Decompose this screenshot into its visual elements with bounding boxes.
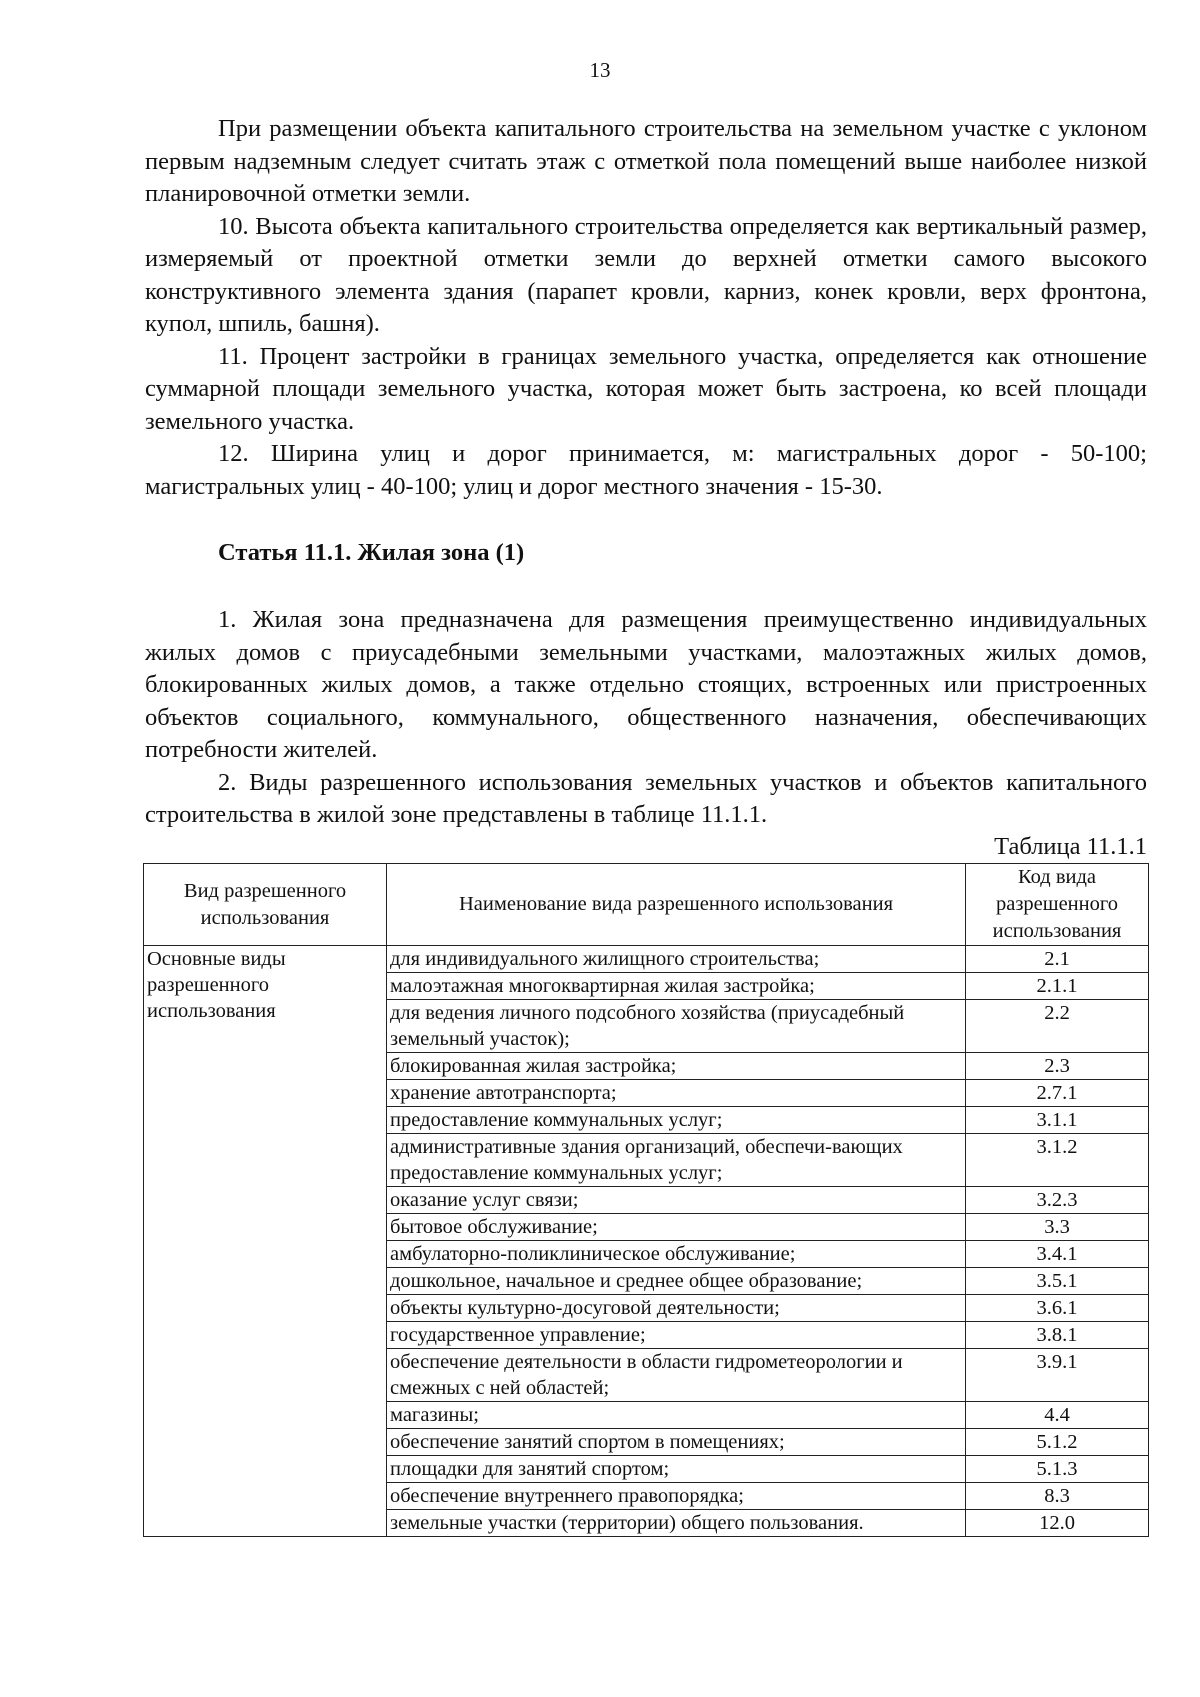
use-code-cell: 12.0 xyxy=(966,1510,1149,1537)
table-body xyxy=(144,946,1149,1537)
paragraph: 1. Жилая зона предназначена для размещения преимущественно индивидуальных жилых домов с приусадебными земельными участками, малоэтажных жилых домов, блокированных жилых домов, а также отдельно стоящих, встроенных или пристроенных объектов социального, коммунального, общественного назначения, обеспечивающих потребности жителей. xyxy=(145,606,1147,763)
use-code-cell: 4.4 xyxy=(966,1402,1149,1429)
use-name-cell: амбулаторно-поликлиническое обслуживание; xyxy=(387,1241,966,1268)
header-use-code: Код вида разрешенного использования xyxy=(966,864,1149,946)
use-code-cell: 3.2.3 xyxy=(966,1187,1149,1214)
use-name-cell: площадки для занятий спортом; xyxy=(387,1456,966,1483)
article-text xyxy=(145,604,1147,832)
use-code-cell: 2.1.1 xyxy=(966,973,1149,1000)
use-code-cell: 5.1.3 xyxy=(966,1456,1149,1483)
use-name-cell: административные здания организаций, обеспечи-вающих предоставление коммунальных услуг; xyxy=(387,1134,966,1187)
use-name-cell: обеспечение деятельности в области гидрометеорологии и смежных с ней областей; xyxy=(387,1349,966,1402)
use-code-cell: 3.8.1 xyxy=(966,1322,1149,1349)
use-name-cell: оказание услуг связи; xyxy=(387,1187,966,1214)
use-name-cell: хранение автотранспорта; xyxy=(387,1080,966,1107)
header-use-name: Наименование вида разрешенного использования xyxy=(387,864,966,946)
use-name-cell: государственное управление; xyxy=(387,1322,966,1349)
use-code-cell: 8.3 xyxy=(966,1483,1149,1510)
header-use-type: Вид разрешенного использования xyxy=(144,864,387,946)
use-code-cell: 3.9.1 xyxy=(966,1349,1149,1402)
use-code-cell: 2.7.1 xyxy=(966,1080,1149,1107)
paragraph: При размещении объекта капитального строительства на земельном участке с уклоном первым надземным следует считать этаж с отметкой пола помещений выше наиболее низкой планировочной отметки земли. xyxy=(145,115,1147,207)
table-caption: Таблица 11.1.1 xyxy=(994,833,1147,860)
use-name-cell: дошкольное, начальное и среднее общее образование; xyxy=(387,1268,966,1295)
use-code-cell: 3.3 xyxy=(966,1214,1149,1241)
page-number: 13 xyxy=(589,58,611,82)
use-name-cell: для ведения личного подсобного хозяйства (приусадебный земельный участок); xyxy=(387,1000,966,1053)
use-name-cell: магазины; xyxy=(387,1402,966,1429)
paragraph: 12. Ширина улиц и дорог принимается, м: магистральных дорог - 50-100; магистральных улиц - 40-100; улиц и дорог местного значения - 15-30. xyxy=(145,440,1147,500)
use-name-cell: предоставление коммунальных услуг; xyxy=(387,1107,966,1134)
use-code-cell: 3.1.2 xyxy=(966,1134,1149,1187)
use-code-cell: 3.6.1 xyxy=(966,1295,1149,1322)
table-row xyxy=(144,946,1149,973)
use-name-cell: земельные участки (территории) общего пользования. xyxy=(387,1510,966,1537)
use-code-cell: 3.1.1 xyxy=(966,1107,1149,1134)
paragraph: 10. Высота объекта капитального строительства определяется как вертикальный размер, измеряемый от проектной отметки земли до верхней отметки самого высокого конструктивного элемента здания (парапет кровли, карниз, конек кровли, верх фронтона, купол, шпиль, башня). xyxy=(145,212,1147,337)
table-header-row xyxy=(144,864,1149,946)
land-use-table xyxy=(143,863,1149,1537)
use-code-cell: 2.1 xyxy=(966,946,1149,973)
group-label: Основные виды разрешенного использования xyxy=(144,946,387,1537)
use-name-cell: блокированная жилая застройка; xyxy=(387,1053,966,1080)
paragraph: 11. Процент застройки в границах земельного участка, определяется как отношение суммарной площади земельного участка, которая может быть застроена, ко всей площади земельного участка. xyxy=(145,342,1147,435)
use-code-cell: 3.4.1 xyxy=(966,1241,1149,1268)
use-code-cell: 2.2 xyxy=(966,1000,1149,1053)
use-name-cell: бытовое обслуживание; xyxy=(387,1214,966,1241)
use-code-cell: 3.5.1 xyxy=(966,1268,1149,1295)
use-name-cell: объекты культурно-досуговой деятельности; xyxy=(387,1295,966,1322)
use-name-cell: для индивидуального жилищного строительства; xyxy=(387,946,966,973)
paragraph: 2. Виды разрешенного использования земельных участков и объектов капитального строительства в жилой зоне представлены в таблице 11.1.1. xyxy=(145,768,1147,828)
use-name-cell: обеспечение занятий спортом в помещениях; xyxy=(387,1429,966,1456)
intro-text xyxy=(145,113,1147,503)
use-code-cell: 5.1.2 xyxy=(966,1429,1149,1456)
article-heading: Статья 11.1. Жилая зона (1) xyxy=(218,539,525,566)
use-code-cell: 2.3 xyxy=(966,1053,1149,1080)
use-name-cell: обеспечение внутреннего правопорядка; xyxy=(387,1483,966,1510)
use-name-cell: малоэтажная многоквартирная жилая застройка; xyxy=(387,973,966,1000)
